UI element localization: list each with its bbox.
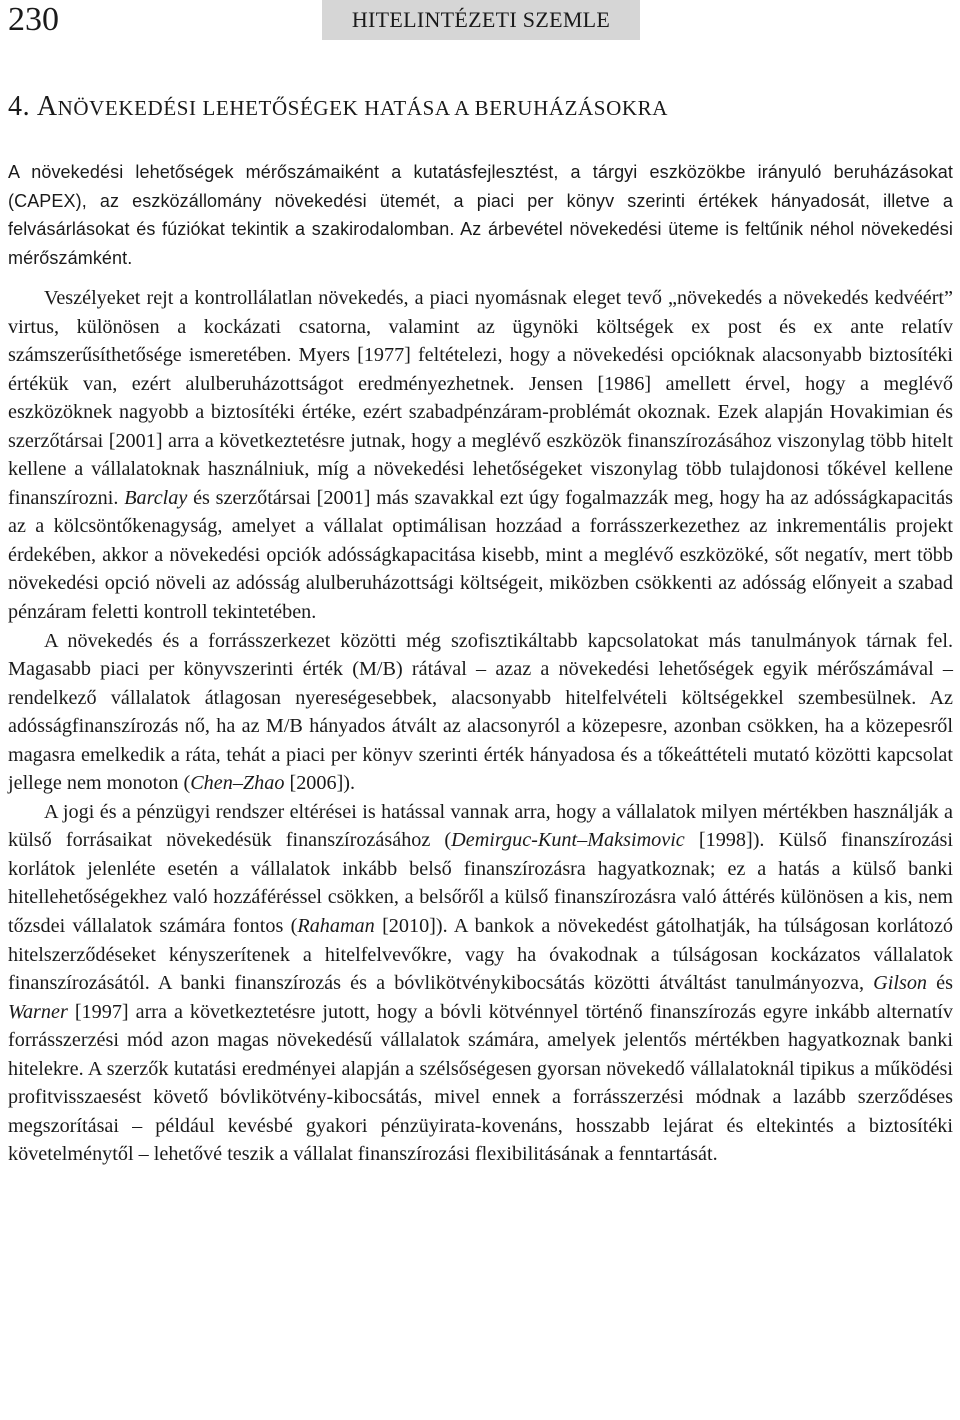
citation-chen-zhao: Chen–Zhao [190, 772, 285, 795]
paragraph-3-text-e: [1997] arra a következtetésre jutott, hogy a bóvli kötvénnyel történő finanszírozás egyre inkább alternatív forrásszerzési mód azon magas növekedésű vállalatok számára, amelyek jelentős mértékben hagyatkoznak banki hitelekre. A szerzők kutatási eredményei alapján a szélsőségesen gyorsan növekedő vállalatoknál tipikus a működési profitvisszaesést követő bóvlikötvény-kibocsátás, mivel ennek a forrásszerzési módnak a lazább szerződéses megszorításai – például kevésbé gyakori pénzüyirata-kovenáns, hosszabb lejárat és eltekintés a biztosítéki követelménytől – lehetővé teszik a vállalat finanszírozási flexibilitásának a fenntartását. [8, 1000, 954, 1166]
citation-gilson: Gilson [873, 972, 928, 995]
paragraph-2 [8, 627, 953, 798]
page-number: 230 [8, 1, 59, 38]
section-title-text: NÖVEKEDÉSI LEHETŐSÉGEK HATÁSA A BERUHÁZÁSOKRA [57, 96, 668, 120]
citation-rahaman: Rahaman [297, 915, 375, 938]
running-head: HITELINTÉZETI SZEMLE [322, 0, 640, 40]
paragraph-2-text-a: A növekedés és a forrásszerkezet közötti még szofisztikáltabb kapcsolatokat más tanulmányok tárnak fel. Magasabb piaci per könyvszerinti érték (M/B) rátával – azaz a növekedési lehetőségek egyik mérőszámával – rendelkező vállalatok átlagosan nyereségesebbek, alacsonyabb hitelfelvételi költségekkel szembesülnek. Az adósságfinanszírozás nő, ha az M/B hányados átvált az alacsonyról a közepesre, azonban csökken, ha a közepesről magasra emelkedik a ráta, tehát a piaci per könyv szerinti érték hányadosa és a tőkeáttételi mutató közötti kapcsolat jellege nem monoton ( [8, 629, 953, 795]
paragraph-3-text-d: és [936, 972, 953, 995]
paragraph-1 [8, 284, 953, 627]
section-title-initial: A [36, 91, 58, 122]
paragraph-1-text-b: és szerzőtársai [2001] más szavakkal ezt úgy fogalmazzák meg, hogy ha az adósságkapacitás az a kölcsöntőkenagyság, amelyet a vállalat optimálisan hozzáad a forrásszerkezethez az inkrementális projekt érdekében, akkor a növekedési opciók adósságkapacitása kisebb, mint a meglévő eszközöké, sőt negatív, mert több növekedési opció növeli az adósság alulberuházottsági költségeit, miközben csökkenti az adósság előnyeit a szabad pénzáram feletti kontroll tekintetében. [8, 486, 954, 624]
intro-paragraph: A növekedési lehetőségek mérőszámaiként a kutatásfejlesztést, a tárgyi eszközökbe irányuló beruházásokat (CAPEX), az eszközállomány növekedési ütemét, a piaci per könyv szerinti értékek hányadosát, illetve a felvásárlásokat és fúziókat tekintik a szakirodalomban. Az árbevétel növekedési üteme is feltűnik néhol növekedési mérőszámként. [8, 162, 953, 268]
paragraph-3-text-b: [1998]). Külső finanszírozási korlátok jelenléte esetén a vállalatok inkább belső finanszírozásra hagyatkoznak; ez a hatás a külső banki hitellehetőségekhez való hozzáféréssel csökken, a belsőről a külső finanszírozásra való áttérés különösen a kis, nem tőzsdei vállalatok számára fontos ( [8, 829, 954, 938]
citation-demirguc-kunt: Demirguc-Kunt–Maksimovic [451, 829, 685, 852]
paragraph-2-text-b: [2006]). [289, 772, 356, 795]
body-text [8, 284, 953, 1169]
section-title [8, 90, 948, 125]
citation-barclay: Barclay [124, 486, 188, 509]
section-number: 4. [8, 91, 31, 122]
paragraph-3 [8, 798, 953, 1169]
citation-warner: Warner [8, 1000, 68, 1023]
paragraph-3-text-a: A jogi és a pénzügyi rendszer eltérései is hatással vannak arra, hogy a vállalatok milyen mértékben használják a külső forrásaikat növekedésük finanszírozásához ( [8, 800, 953, 852]
paragraph-1-text-a: Veszélyeket rejt a kontrollálatlan növekedés, a piaci nyomásnak eleget tevő „növekedés a növekedés kedvéért” virtus, különösen a kockázati csatorna, valamint az ügynöki költségek ex post és ex ante relatív számszerűsíthetősége ismeretében. Myers [1977] feltételezi, hogy a növekedési opcióknak alacsonyabb biztosítéki értékük van, ezért alulberuházottságot eredményezhetnek. Jensen [1986] amellett érvel, hogy a meglévő eszközöknek nagyobb a biztosítéki értéke, ezért szabadpénzáram-problémát okoznak. Ezek alapján Hovakimian és szerzőtársai [2001] arra a következtetésre jutnak, hogy a meglévő eszközök finanszírozásához viszonylag több hitelt kellene a vállalatoknak használniuk, míg a növekedési lehetőségeket viszonylag több tulajdonosi tőkével kellene finanszírozni. [8, 287, 953, 509]
paragraph-3-text-c: [2010]). A bankok a növekedést gátolhatják, ha túlságosan korlátozó hitelszerződéseket kényszerítenek a hitelfelvevőkre, vagy ha óvakodnak a túlságosan kockázatos vállalatok finanszírozásától. A banki finanszírozás és a bóvlikötvénykibocsátás közötti átváltást tanulmányozva, [8, 915, 954, 995]
